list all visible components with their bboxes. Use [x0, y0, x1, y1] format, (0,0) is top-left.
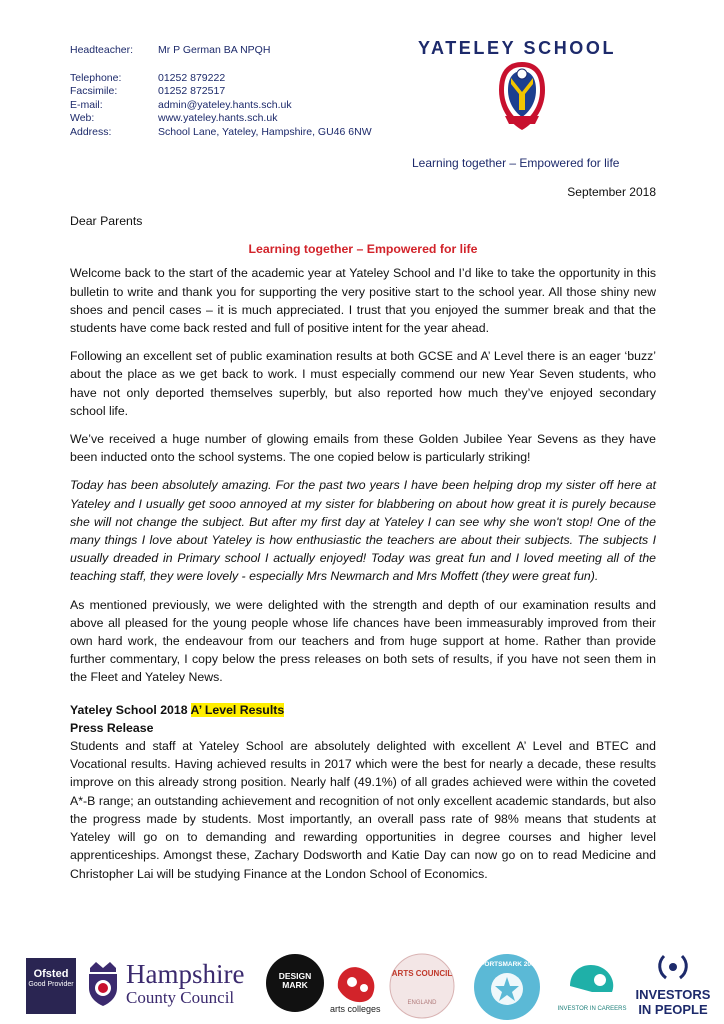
arts-council-line2: ENGLAND	[407, 1000, 437, 1006]
contact-block	[70, 44, 372, 140]
letter-date: September 2018	[567, 185, 656, 199]
web-label: Web:	[70, 112, 95, 125]
sportsmark-label: SPORTSMARK 2008	[475, 961, 539, 968]
headteacher-label: Headteacher:	[70, 44, 134, 56]
accreditation-logos	[0, 948, 724, 1024]
iip-line2: IN PEOPLE	[638, 1002, 708, 1017]
email-label: E-mail:	[70, 98, 103, 111]
design-mark-logo	[266, 954, 324, 1012]
telephone-value: 01252 879222	[158, 71, 226, 84]
facsimile-value: 01252 872517	[158, 85, 226, 98]
hampshire-line2: County Council	[126, 988, 235, 1007]
results-title	[70, 701, 656, 719]
letter-heading: Learning together – Empowered for life	[248, 242, 478, 257]
paragraph-1: Welcome back to the start of the academic year at Yateley School and I’d like to take the opportunity in this bulletin to write and thank you for supporting the very positive start to the school year. All those shiny new shoes and pencil cases – it is much appreciated. I trust that you enjoyed the summer break and that the students have come back rested and full of positive intent for the year ahead.	[70, 266, 656, 336]
press-release-text: Students and staff at Yateley School are absolutely delighted with excellent A’ Level and BTEC and Vocational results. Having achieved results in 2017 which were the best for nearly a decade, these results improve on this already strong position. Nearly half (49.1%) of all grades achieved were within the coveted A*-B range; an outstanding achievement and recognition of not only excellent academic standards, but also the progress made by students. Most importantly, an overall pass rate of 98% means that students at Yateley will go on to demanding and rewarding opportunities in degree courses and higher level apprenticeships. Amongst these, Zachary Dodsworth and Katie Day can now go on to read Medicine and Christopher Lai will be studying Finance at the London School of Economics.	[70, 739, 656, 881]
investors-in-people-logo	[628, 952, 718, 1022]
address-row	[70, 126, 372, 140]
design-mark-line1: DESIGN	[278, 971, 312, 981]
headteacher-row	[70, 44, 372, 58]
student-quote: Today has been absolutely amazing. For the past two years I have been helping drop my sister off here at Yateley and I usually get sooo annoyed at my sister for blabbering on about how great it is purely because she will not change the subject. But after my first day at Yateley I can see why she won't stop! One of the many things I love about Yateley is how enthusiastic the teachers are about their subjects. The subjects I usually dreaded in Primary school I actually enjoyed! Today was great fun and I loved meeting all of the teaching staff, they were lovely - especially Mrs Newmarch and Mrs Moffett (they were great fun).	[70, 478, 656, 584]
hampshire-logo-text	[126, 960, 244, 1008]
hampshire-crest-icon	[86, 962, 120, 1006]
letter-body	[70, 212, 656, 883]
design-mark-line2: MARK	[282, 980, 308, 990]
web-link[interactable]: www.yateley.hants.sch.uk	[158, 112, 278, 125]
ofsted-sub: Good Provider	[28, 981, 74, 988]
ofsted-name: Ofsted	[33, 968, 69, 980]
web-row	[70, 112, 372, 126]
arts-council-line1: ARTS COUNCIL	[391, 969, 453, 978]
header-motto: Learning together – Empowered for life	[412, 156, 620, 170]
facsimile-label: Facsimile:	[70, 85, 118, 98]
investor-in-careers-icon	[557, 956, 627, 1018]
email-row	[70, 99, 372, 113]
iip-line1: INVESTORS	[635, 987, 711, 1002]
hampshire-line1: Hampshire	[126, 959, 245, 989]
paragraph-4: As mentioned previously, we were delighted with the strength and depth of our examination results and above all pleased for the young people whose life chances have been immeasurably improved from their own hard work, the endeavour from our teachers and from huge support at home. Rather than provide further commentary, I copy below the press releases on both sets of results, if you have not seen them in the Fleet and Yateley News.	[70, 597, 656, 685]
email-link[interactable]: admin@yateley.hants.sch.uk	[158, 98, 292, 111]
press-release-label: Press Release	[70, 720, 154, 735]
school-crest-icon	[497, 60, 547, 132]
results-title-prefix: Yateley School 2018	[70, 702, 191, 717]
address-label: Address:	[70, 125, 112, 138]
paragraph-3: We’ve received a huge number of glowing emails from these Golden Jubilee Year Sevens as they have been inducted onto the school systems. The one copied below is particularly striking!	[70, 432, 656, 465]
arts-colleges-label: arts colleges	[330, 1004, 381, 1014]
laurel-icon	[656, 952, 690, 982]
paragraph-2: Following an excellent set of public examination results at both GCSE and A’ Level there is an eager ‘buzz’ about the place as we get back to work. I must especially commend our new Year Seven students, who have not only deported themselves superbly, but also reported how much they’ve enjoyed secondary school life.	[70, 349, 656, 418]
sportsmark-icon	[472, 952, 542, 1022]
address-value: School Lane, Yateley, Hampshire, GU46 6NW	[158, 125, 372, 138]
arts-council-icon	[388, 952, 456, 1020]
facsimile-row	[70, 85, 372, 99]
school-name: YATELEY SCHOOL	[418, 38, 617, 58]
salutation: Dear Parents	[70, 214, 143, 228]
ofsted-logo	[26, 958, 76, 1014]
investor-careers-label: INVESTOR IN CAREERS	[557, 1006, 627, 1012]
telephone-row	[70, 72, 372, 86]
telephone-label: Telephone:	[70, 71, 122, 84]
results-title-highlight: A’ Level Results	[190, 702, 285, 717]
headteacher-value: Mr P German BA NPQH	[158, 44, 271, 56]
